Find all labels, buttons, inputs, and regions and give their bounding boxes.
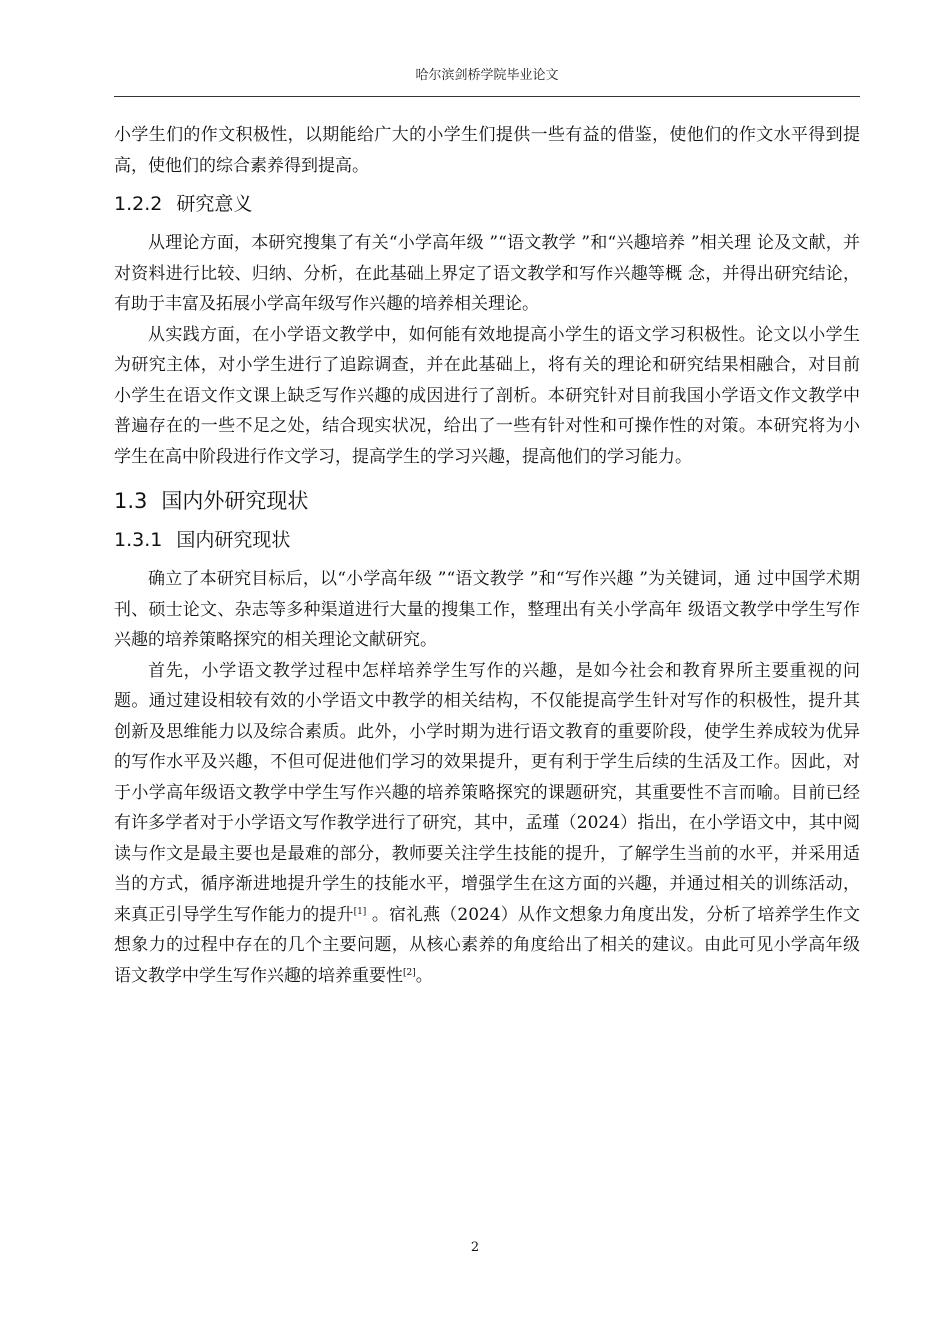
section-heading-1-2-2 — [114, 190, 860, 218]
paragraph-text: 。宿礼燕（2024）从作文想象力角度出发，分析了培养学生作文想象力的过程中存在的几个主要问题，从核心素养的角度给出了相关的建议。由此可见小学高年级语文教学中学生写作兴趣的培养重要性 — [114, 904, 860, 986]
section-title: 国内研究现状 — [176, 529, 291, 551]
paragraph: 确立了本研究目标后，以“小学高年级 ”“语文教学 ”和“写作兴趣 ”为关键词，通 过中国学术期刊、硕士论文、杂志等多种渠道进行大量的搜集工作，整理出有关小学高年 级语文教学中学生写作兴趣的培养策略探究的相关理论文献研究。 — [114, 569, 860, 650]
paragraph-text: 。 — [415, 965, 433, 986]
running-header: 哈尔滨剑桥学院毕业论文 — [415, 68, 559, 83]
citation-ref-2[interactable]: [2] — [403, 967, 416, 978]
paragraph: 从理论方面，本研究搜集了有关“小学高年级 ”“语文教学 ”和“兴趣培养 ”相关理 论及文献，并对资料进行比较、归纳、分析，在此基础上界定了语文教学和写作兴趣等概 念，并得出研究结论，有助于丰富及拓展小学高年级写作兴趣的培养相关理论。 — [114, 233, 860, 314]
section-heading-1-3 — [114, 486, 860, 516]
section-title: 国内外研究现状 — [161, 489, 309, 513]
paragraph: 从实践方面，在小学语文教学中，如何能有效地提高小学生的语文学习积极性。论文以小学生为研究主体，对小学生进行了追踪调查，并在此基础上，将有关的理论和研究结果相融合，对目前小学生在语文作文课上缺乏写作兴趣的成因进行了剖析。本研究针对目前我国小学语文作文教学中普遍存在的一些不足之处，结合现实状况，给出了一些有针对性和可操作性的对策。本研究将为小学生在高中阶段进行作文学习，提高学生的学习兴趣，提高他们的学习能力。 — [114, 324, 860, 467]
section-title: 研究意义 — [176, 193, 253, 215]
section-number: 1.3.1 — [114, 529, 163, 551]
paragraph-text: 首先，小学语文教学过程中怎样培养学生写作的兴趣，是如今社会和教育界所主要重视的问题。通过建设相较有效的小学语文中教学的相关结构，不仅能提高学生针对写作的积极性，提升其创新及思维能力以及综合素质。此外，小学时期为进行语文教育的重要阶段，使学生养成较为优异的写作水平及兴趣，不但可促进他们学习的效果提升，更有利于学生后续的生活及工作。因此，对于小学高年级语文教学中学生写作兴趣的培养策略探究的课题研究，其重要性不言而喻。目前已经有许多学者对于小学语文写作教学进行了研究，其中，孟瑾（2024）指出，在小学语文中，其中阅读与作文是最主要也是最难的部分，教师要关注学生技能的提升，了解学生当前的水平，并采用适当的方式，循序渐进地提升学生的技能水平，增强学生在这方面的兴趣，并通过相关的训练活动，来真正引导学生写作能力的提升 — [114, 660, 860, 925]
page-body — [114, 120, 860, 991]
page-number: 2 — [470, 1240, 480, 1255]
continuation-paragraph: 小学生们的作文积极性，以期能给广大的小学生们提供一些有益的借鉴，使他们的作文水平得到提高，使他们的综合素养得到提高。 — [114, 125, 860, 176]
section-heading-1-3-1 — [114, 526, 860, 554]
paragraph — [114, 656, 860, 992]
section-number: 1.2.2 — [114, 193, 163, 215]
header-divider — [114, 96, 860, 97]
section-number: 1.3 — [114, 489, 148, 513]
citation-ref-1[interactable]: [1] — [353, 906, 367, 917]
